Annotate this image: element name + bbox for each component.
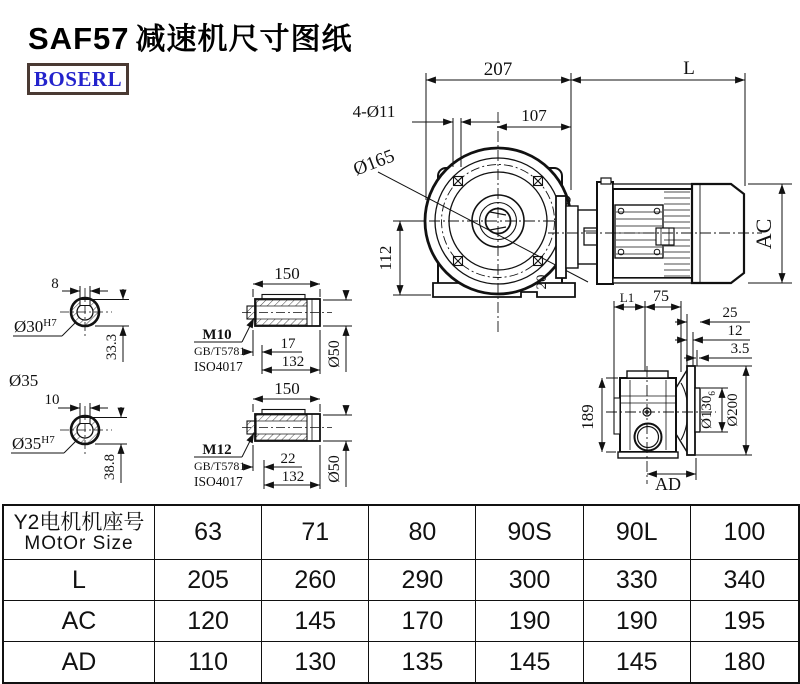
bushing2-bolt: M12 <box>202 442 232 458</box>
bushing2-std1: GB/T5781 <box>194 459 246 473</box>
motor-side-view <box>548 178 762 284</box>
AD-90L: 145 <box>584 642 691 683</box>
dim-3-5: 3.5 <box>730 341 750 357</box>
bushing1-std1: GB/T5781 <box>194 344 246 358</box>
sec1-od: Ø35 <box>9 371 39 390</box>
bushing2-dim-b: 132 <box>281 469 305 485</box>
bushing1-bolt: M10 <box>202 327 232 343</box>
AD-63: 110 <box>155 642 262 683</box>
AC-90S: 190 <box>476 601 583 642</box>
dim-12: 12 <box>727 323 743 339</box>
L-71: 260 <box>262 560 369 601</box>
sec2-height: 38.8 <box>102 453 118 481</box>
table-header-en: MOtOr Size <box>24 532 134 554</box>
col-80: 80 <box>369 506 476 560</box>
AD-71: 130 <box>262 642 369 683</box>
shaft-section-2 <box>60 406 112 455</box>
dim-207: 207 <box>483 59 513 80</box>
technical-drawing <box>0 50 800 505</box>
col-100: 100 <box>691 506 798 560</box>
L-100: 340 <box>691 560 798 601</box>
bushing1-length: 150 <box>274 264 300 283</box>
row-label-AD: AD <box>4 642 155 683</box>
title-model-code: SAF57 <box>28 21 130 56</box>
col-90S: 90S <box>476 506 583 560</box>
row-label-AC: AC <box>4 601 155 642</box>
bushing2-dia: Ø50 <box>326 455 343 483</box>
bushing2-std2: ISO4017 <box>194 474 243 489</box>
table-header-cjk: Y2电机机座号 <box>13 510 145 534</box>
dim-20: 20 <box>534 274 550 290</box>
L-90S: 300 <box>476 560 583 601</box>
col-71: 71 <box>262 506 369 560</box>
AC-71: 145 <box>262 601 369 642</box>
label-bolt-holes: 4-Ø11 <box>352 102 396 121</box>
col-90L: 90L <box>584 506 691 560</box>
bushing2-dim-a: 22 <box>280 451 296 467</box>
brand-logo-text: BOSERL <box>33 66 123 91</box>
AC-63: 120 <box>155 601 262 642</box>
AC-90L: 190 <box>584 601 691 642</box>
AC-80: 170 <box>369 601 476 642</box>
label-flange-dia: Ø165 <box>350 145 398 181</box>
row-label-L: L <box>4 560 155 601</box>
bushing1-dim-b: 132 <box>281 354 305 370</box>
dim-L: L <box>683 58 695 79</box>
dim-AC: AC <box>751 218 776 250</box>
L-63: 205 <box>155 560 262 601</box>
bushing-detail-2 <box>242 410 332 442</box>
title-cjk: 减速机尺寸图纸 <box>135 23 353 56</box>
AC-100: 195 <box>691 601 798 642</box>
bushing-detail-1 <box>242 295 332 327</box>
bushing1-std2: ISO4017 <box>194 359 243 374</box>
col-63: 63 <box>155 506 262 560</box>
dim-75: 75 <box>653 288 669 305</box>
AD-80: 135 <box>369 642 476 683</box>
bushing1-dia: Ø50 <box>326 340 343 368</box>
sec2-bore: $Ø35^{H7}$ <box>12 434 55 453</box>
AD-90S: 145 <box>476 642 583 683</box>
sec1-key-width: 8 <box>51 276 59 292</box>
dim-L1: L1 <box>619 290 635 305</box>
dim-d130: $Ø130_6$ <box>699 391 717 429</box>
AD-100: 180 <box>723 648 766 676</box>
dim-107: 107 <box>521 106 547 125</box>
dim-25: 25 <box>722 305 738 321</box>
dim-AD: AD <box>655 474 681 494</box>
bushing2-length: 150 <box>274 379 300 398</box>
bushing1-dim-a: 17 <box>280 336 296 352</box>
L-80: 290 <box>369 560 476 601</box>
dim-d200: Ø200 <box>725 393 741 427</box>
sec1-height: 33.3 <box>104 333 120 361</box>
L-90L: 330 <box>584 560 691 601</box>
sec1-bore: $Ø30^{H7}$ <box>14 317 57 336</box>
sec2-key-width: 10 <box>44 392 60 408</box>
motor-size-table <box>2 504 800 684</box>
table-header-motor-size <box>4 506 155 560</box>
dim-112: 112 <box>376 245 395 271</box>
dim-189: 189 <box>578 404 597 430</box>
